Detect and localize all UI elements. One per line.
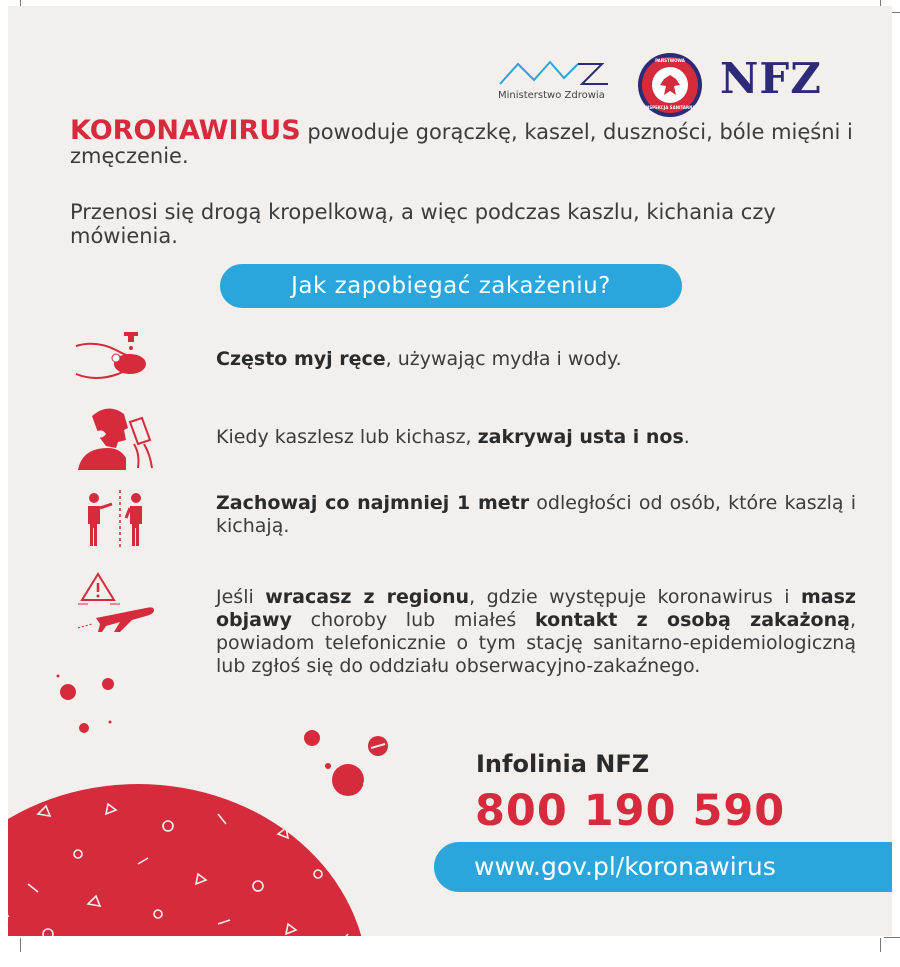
infolinia-label: Infolinia NFZ (476, 750, 650, 778)
advice-travel-t1: Jeśli (216, 586, 266, 608)
intro-symptoms (70, 115, 860, 168)
transmission-text: Przenosi się drogą kropelkową, a więc podczas kaszlu, kichania czy mówienia. (70, 200, 776, 248)
advice-travel-b3: kontakt z osobą zakażoną (535, 609, 850, 631)
cough-cover-icon (74, 404, 158, 470)
hotline-phone-number[interactable]: 800 190 590 (475, 786, 786, 836)
prevention-question-banner: Jak zapobiegać zakażeniu? (220, 264, 682, 308)
symptoms-text: powoduje gorączkę, kaszel, duszności, bóle mięśni i zmęczenie. (70, 120, 853, 168)
website-url-link[interactable]: www.gov.pl/koronawirus (434, 842, 892, 892)
crop-mark (20, 938, 21, 952)
ministry-logo (498, 58, 618, 104)
nfz-logo: NFZ (720, 54, 822, 103)
advice-travel-t4: , powiadom telefonicznie o tym stację sanitarno-epidemiologiczną lub zgłoś się do oddziału obserwacyjno-zakaźnego. (216, 609, 856, 677)
advice-travel-t3: choroby lub miałeś (291, 609, 536, 631)
advice-distance-text: odległości od osób, które kaszlą i kichają. (216, 492, 857, 537)
advice-cover-end: . (683, 426, 690, 448)
distance-icon (80, 490, 150, 550)
advice-travel-b1: wracasz z regionu (265, 586, 470, 608)
advice-travel-b2: masz objawy (216, 586, 856, 631)
ministry-logo-text: Ministerstwo Zdrowia (498, 90, 605, 101)
crop-mark (880, 938, 881, 952)
advice-handwash (216, 348, 856, 371)
advice-handwash-bold: Często myj ręce (216, 348, 386, 370)
travel-warning-icon (76, 572, 156, 636)
virus-illustration (8, 774, 448, 936)
koronawirus-heading: KORONAWIRUS (70, 115, 301, 146)
advice-cover-text: Kiedy kaszlesz lub kichasz, (216, 426, 478, 448)
advice-distance-bold: Zachowaj co najmniej 1 metr (216, 492, 530, 514)
advice-cover-bold: zakrywaj usta i nos (477, 426, 684, 448)
advice-handwash-text: , używając mydła i wody. (385, 348, 622, 370)
poster (8, 6, 892, 936)
advice-cover (216, 426, 856, 449)
droplets-decoration (48, 666, 408, 796)
seal-top-text: PAŃSTWOWA (655, 58, 685, 63)
advice-distance (216, 492, 856, 538)
advice-travel-t2: , gdzie występuje koronawirus i (469, 586, 801, 608)
handwash-icon (72, 326, 154, 382)
crop-mark (884, 937, 900, 938)
advice-travel (216, 586, 856, 678)
seal-bottom-text: INSPEKCJA SANITARNA (644, 105, 696, 110)
ministry-logo-mark-icon (498, 58, 610, 88)
sanitary-inspection-seal-logo (638, 53, 702, 117)
